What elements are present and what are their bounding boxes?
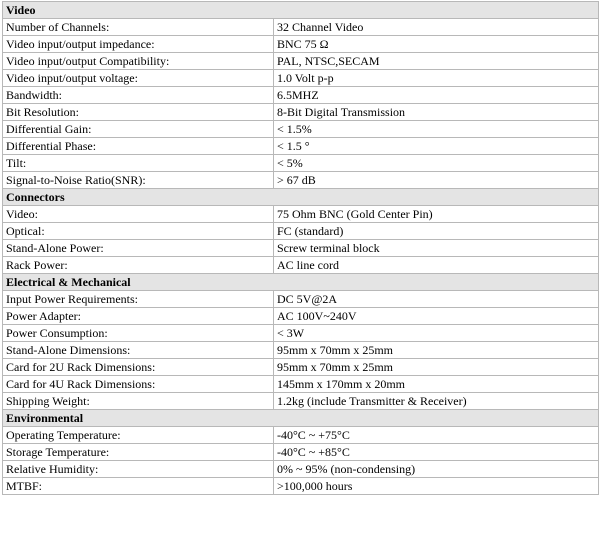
spec-value: > 67 dB: [274, 172, 599, 189]
spec-label: Number of Channels:: [3, 19, 274, 36]
spec-row: [3, 427, 599, 444]
spec-value: -40°C ~ +85°C: [274, 444, 599, 461]
spec-row: [3, 478, 599, 495]
spec-row: [3, 87, 599, 104]
spec-label: Video input/output voltage:: [3, 70, 274, 87]
spec-label: Video:: [3, 206, 274, 223]
spec-value: < 3W: [274, 325, 599, 342]
spec-row: [3, 291, 599, 308]
spec-value: 1.0 Volt p-p: [274, 70, 599, 87]
spec-label: Card for 2U Rack Dimensions:: [3, 359, 274, 376]
spec-row: [3, 359, 599, 376]
spec-label: Stand-Alone Power:: [3, 240, 274, 257]
spec-label: Storage Temperature:: [3, 444, 274, 461]
spec-value: 145mm x 170mm x 20mm: [274, 376, 599, 393]
spec-value: >100,000 hours: [274, 478, 599, 495]
spec-row: [3, 342, 599, 359]
spec-label: MTBF:: [3, 478, 274, 495]
spec-row: [3, 138, 599, 155]
spec-row: [3, 70, 599, 87]
spec-row: [3, 325, 599, 342]
spec-value: FC (standard): [274, 223, 599, 240]
spec-label: Video input/output impedance:: [3, 36, 274, 53]
spec-label: Operating Temperature:: [3, 427, 274, 444]
spec-row: [3, 257, 599, 274]
spec-label: Stand-Alone Dimensions:: [3, 342, 274, 359]
spec-value: 75 Ohm BNC (Gold Center Pin): [274, 206, 599, 223]
spec-value: < 1.5%: [274, 121, 599, 138]
spec-row: [3, 19, 599, 36]
spec-value: < 1.5 °: [274, 138, 599, 155]
spec-value: 8-Bit Digital Transmission: [274, 104, 599, 121]
spec-table: [2, 1, 599, 495]
spec-value: 32 Channel Video: [274, 19, 599, 36]
spec-row: [3, 36, 599, 53]
spec-row: [3, 155, 599, 172]
spec-table-body: [3, 2, 599, 495]
spec-row: [3, 104, 599, 121]
spec-value: Screw terminal block: [274, 240, 599, 257]
spec-label: Power Consumption:: [3, 325, 274, 342]
spec-label: Shipping Weight:: [3, 393, 274, 410]
spec-label: Signal-to-Noise Ratio(SNR):: [3, 172, 274, 189]
spec-value: 0% ~ 95% (non-condensing): [274, 461, 599, 478]
spec-label: Card for 4U Rack Dimensions:: [3, 376, 274, 393]
spec-value: AC line cord: [274, 257, 599, 274]
spec-label: Rack Power:: [3, 257, 274, 274]
spec-row: [3, 308, 599, 325]
spec-label: Relative Humidity:: [3, 461, 274, 478]
spec-value: PAL, NTSC,SECAM: [274, 53, 599, 70]
spec-row: [3, 444, 599, 461]
spec-row: [3, 53, 599, 70]
section-title: Environmental: [3, 410, 599, 427]
spec-label: Bandwidth:: [3, 87, 274, 104]
spec-value: 95mm x 70mm x 25mm: [274, 359, 599, 376]
spec-value: 1.2kg (include Transmitter & Receiver): [274, 393, 599, 410]
spec-row: [3, 461, 599, 478]
spec-row: [3, 240, 599, 257]
spec-value: 6.5MHZ: [274, 87, 599, 104]
spec-row: [3, 376, 599, 393]
section-header-row: [3, 2, 599, 19]
spec-label: Tilt:: [3, 155, 274, 172]
section-header-row: [3, 274, 599, 291]
spec-row: [3, 223, 599, 240]
spec-label: Video input/output Compatibility:: [3, 53, 274, 70]
spec-label: Power Adapter:: [3, 308, 274, 325]
spec-row: [3, 393, 599, 410]
spec-label: Optical:: [3, 223, 274, 240]
spec-value: -40°C ~ +75°C: [274, 427, 599, 444]
spec-row: [3, 172, 599, 189]
section-title: Electrical & Mechanical: [3, 274, 599, 291]
spec-row: [3, 121, 599, 138]
section-title: Connectors: [3, 189, 599, 206]
spec-value: AC 100V~240V: [274, 308, 599, 325]
spec-value: 95mm x 70mm x 25mm: [274, 342, 599, 359]
section-title: Video: [3, 2, 599, 19]
section-header-row: [3, 410, 599, 427]
spec-value: BNC 75 Ω: [274, 36, 599, 53]
spec-value: < 5%: [274, 155, 599, 172]
spec-row: [3, 206, 599, 223]
spec-label: Differential Gain:: [3, 121, 274, 138]
section-header-row: [3, 189, 599, 206]
spec-label: Differential Phase:: [3, 138, 274, 155]
spec-value: DC 5V@2A: [274, 291, 599, 308]
spec-label: Bit Resolution:: [3, 104, 274, 121]
spec-label: Input Power Requirements:: [3, 291, 274, 308]
